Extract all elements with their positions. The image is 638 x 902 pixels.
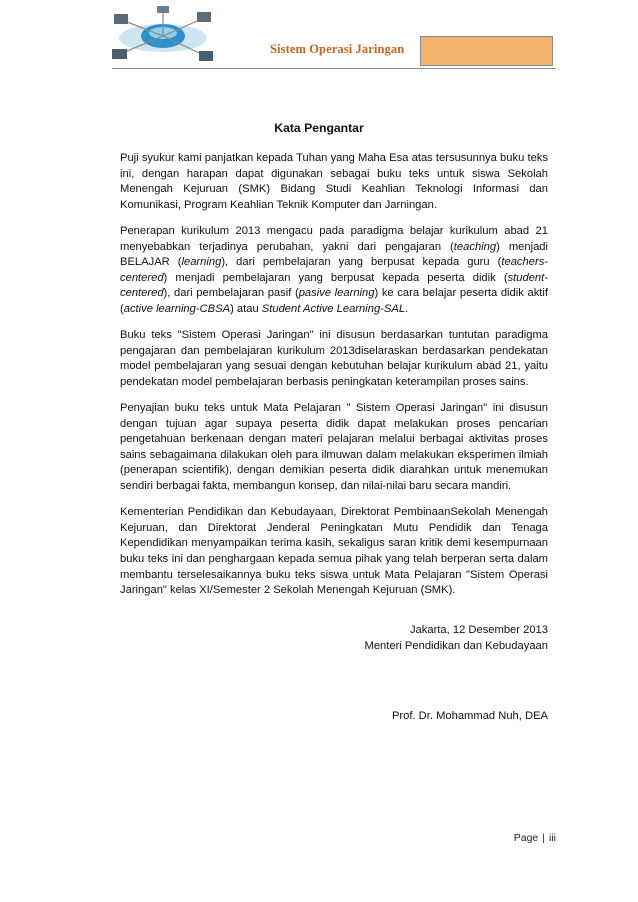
text-run: Puji syukur kami panjatkan kepada Tuhan yang Maha Esa atas tersusunnya buku teks ini, dengan harapan dapat digunakan sebagai buku teks untuk siswa Sekolah Menengah Kejuruan (SMK) Bidang Studi Keahlian Teknologi Informasi dan Komunikasi, Program Keahlian Teknik Komputer dan Jarningan.: [120, 152, 548, 211]
text-run: ) menjadi pembelajaran yang berpusat kepada peserta didik (: [163, 271, 508, 284]
italic-term: teaching: [453, 240, 497, 253]
page-label: Page: [513, 832, 539, 844]
page-header: [0, 0, 638, 70]
text-run: ) ke cara belajar peserta didik aktif (: [120, 287, 548, 315]
header-divider: [112, 68, 556, 69]
signature-place-date: Jakarta, 12 Desember 2013: [409, 624, 548, 636]
signature-name: Prof. Dr. Mohammad Nuh, DEA: [391, 710, 548, 722]
signature-office: Menteri Pendidikan dan Kebudayaan: [364, 639, 548, 652]
italic-term: teachers-centered: [120, 256, 549, 284]
signature-block-date: [365, 623, 549, 654]
text-run: ), dari pembelajaran pasif (: [163, 287, 299, 300]
preface-body: [120, 151, 548, 609]
header-title: Sistem Operasi Jaringan: [270, 42, 405, 56]
paragraph: [120, 401, 548, 495]
italic-term: active learning-CBSA: [123, 302, 231, 315]
paragraph: [120, 224, 548, 318]
paragraph: [120, 328, 548, 390]
text-run: Penerapan kurikulum 2013 mengacu pada paradigma belajar kurikulum abad 21 menyebabkan terjadinya perubahan, yakni dari pengajaran (: [120, 224, 548, 253]
text-run: Kementerian Pendidikan dan Kebudayaan, Direktorat PembinaanSekolah Menengah Kejuruan, dan Direktorat Jenderal Peningkatan Mutu Pendidik dan Tenaga Kependidikan menyampaikan terima kasih, sekaligus saran kritik demi kesempurnaan buku teks ini dan penghargaan kepada semua pihak yang telah berperan serta dalam membantu terselesaikannya buku teks siswa untuk Mata Pelajaran "Sistem Operasi Jaringan" kelas XI/Semester 2 Sekolah Menengah Kejuruan (SMK).: [120, 506, 548, 597]
text-run: ) atau: [230, 302, 262, 315]
header-accent-box: [420, 36, 553, 66]
text-run: ) menjadi BELAJAR (: [120, 240, 548, 269]
text-run: Buku teks "Sistem Operasi Jaringan" ini disusun berdasarkan tuntutan paradigma pengajaran dan pembelajaran kurikulum 2013diselaraskan berdasarkan pendekatan model pembelajaran yang sesuai dengan kebutuhan belajar kurikulum abad 21, yaitu pendekatan model pembelajaran berbasis peningkatan keterampilan proses sains.: [120, 329, 548, 388]
network-globe-logo-icon: [108, 6, 218, 66]
italic-term: pasive learning: [298, 287, 375, 300]
page-separator: |: [542, 832, 545, 844]
page-title: Kata Pengantar: [274, 121, 364, 135]
page-footer: [514, 832, 556, 844]
text-run: ), dari pembelajaran yang berpusat kepada guru (: [221, 256, 502, 269]
text-run: .: [405, 302, 409, 315]
paragraph: [120, 151, 548, 213]
italic-term: learning: [181, 256, 222, 269]
text-run: Penyajian buku teks untuk Mata Pelajaran " Sistem Operasi Jaringan" ini disusun dengan tujuan agar supaya peserta didik dapat melakukan proses pencarian pengetahuan berkenaan dengan materi pelajaran melalui berbagai aktivitas proses sains sebagaimana dilakukan oleh para ilmuwan dalam melakukan eksperimen ilmiah (penerapan scientifik), dengan demikian peserta didik diarahkan untuk menemukan sendiri berbagai fakta, membangun konsep, dan nilai-nilai baru secara mandiri.: [120, 402, 548, 493]
italic-term: Student Active Learning-SAL: [261, 302, 406, 315]
paragraph: [120, 505, 548, 599]
italic-term: student-centered: [120, 271, 548, 300]
page-number: iii: [549, 832, 556, 844]
